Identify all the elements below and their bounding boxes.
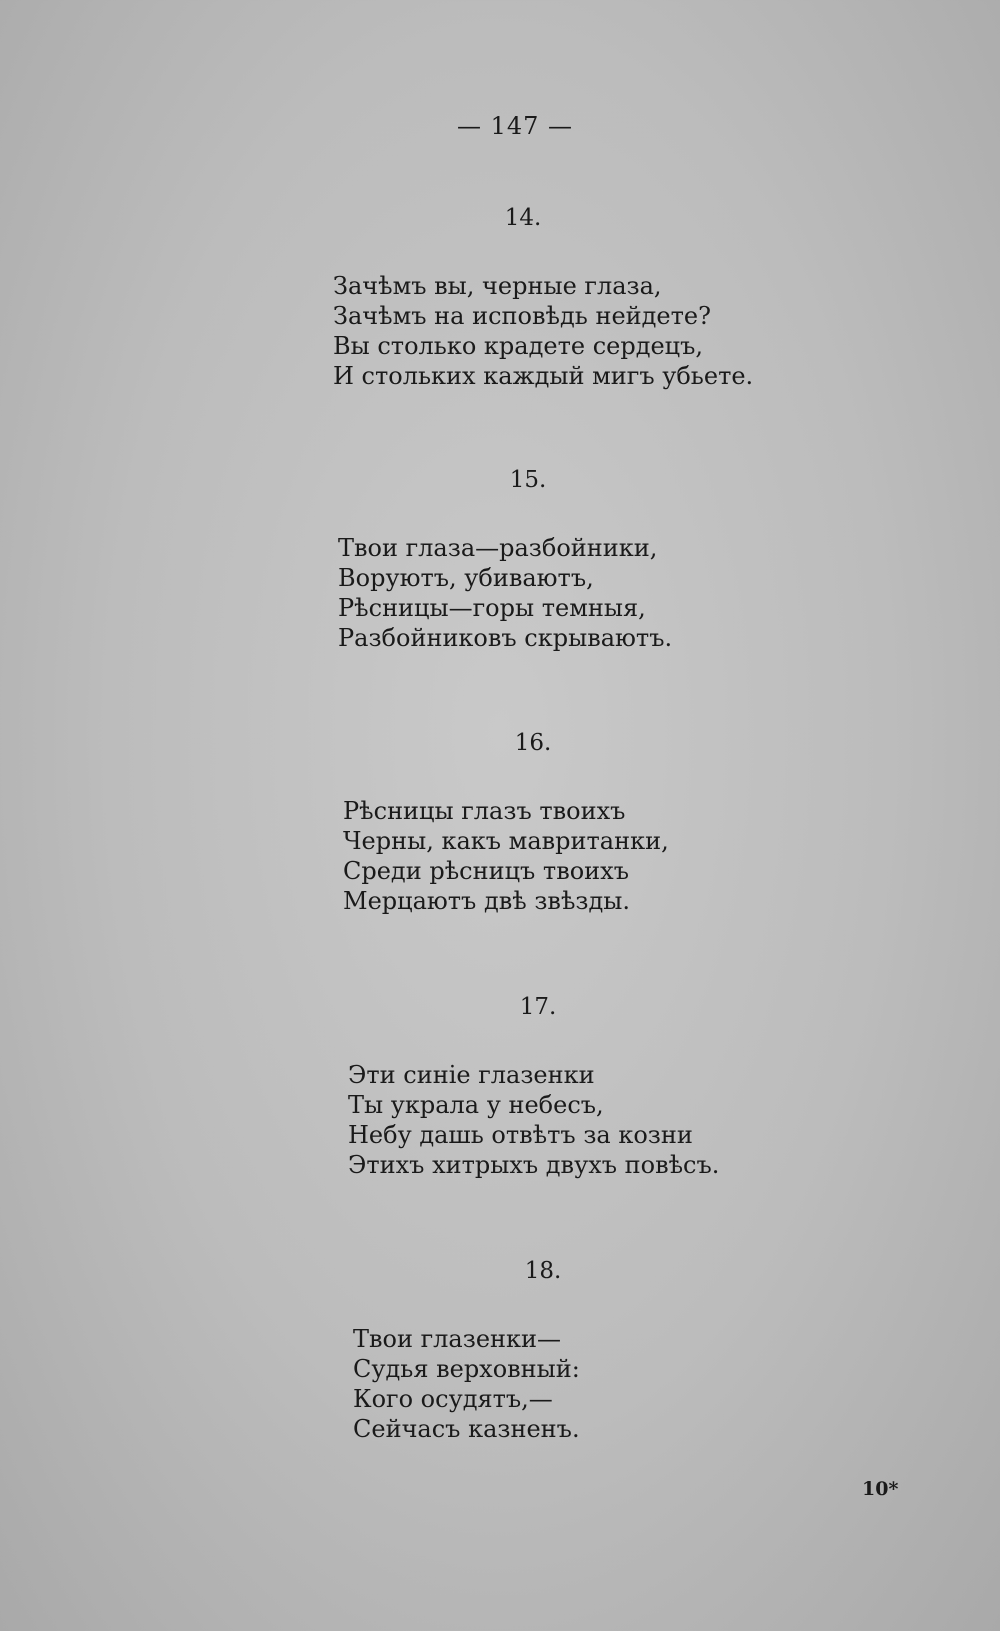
poem-line: И стольких каждый мигъ убьете.	[333, 362, 754, 390]
poem-line: Рѣсницы глазъ твоихъ	[343, 797, 626, 825]
poem-line: Твои глазенки—	[353, 1325, 562, 1353]
poem-line: Кого осудятъ,—	[353, 1385, 553, 1413]
poem-line: Черны, какъ мавританки,	[343, 827, 669, 855]
poem-line: Зачѣмъ на исповѣдь нейдете?	[333, 302, 711, 330]
poem-line: Этихъ хитрыхъ двухъ повѣсъ.	[348, 1151, 720, 1179]
poem-line: Воруютъ, убиваютъ,	[338, 564, 594, 592]
poem-line: Судья верховный:	[353, 1355, 580, 1383]
signature-mark: 10*	[862, 1478, 899, 1500]
poem-16	[343, 730, 863, 916]
poem-line: Небу дашь отвѣтъ за козни	[348, 1121, 693, 1149]
poem-number: 15.	[509, 467, 547, 493]
poem-lines	[353, 1324, 873, 1444]
poem-lines	[348, 1060, 868, 1180]
poem-line: Ты украла у небесъ,	[348, 1091, 604, 1119]
poem-number: 18.	[524, 1258, 562, 1284]
poem-line: Зачѣмъ вы, черные глаза,	[333, 272, 662, 300]
poem-line: Эти синіе глазенки	[348, 1061, 595, 1089]
poem-lines	[333, 271, 853, 391]
poem-lines	[343, 796, 863, 916]
poem-lines	[338, 533, 858, 653]
poem-line: Разбойниковъ скрываютъ.	[338, 624, 673, 652]
poem-line: Среди рѣсницъ твоихъ	[343, 857, 629, 885]
poem-15	[338, 467, 858, 653]
poem-14	[333, 205, 853, 391]
poem-line: Твои глаза—разбойники,	[338, 534, 658, 562]
poem-line: Вы столько крадете сердецъ,	[333, 332, 704, 360]
poem-18	[353, 1258, 873, 1444]
poem-number: 17.	[519, 994, 557, 1020]
poem-number: 14.	[504, 205, 542, 231]
poem-17	[348, 994, 868, 1180]
poem-line: Мерцаютъ двѣ звѣзды.	[343, 887, 631, 915]
page-number: — 147 —	[456, 112, 574, 140]
poem-number: 16.	[514, 730, 552, 756]
poem-line: Рѣсницы—горы темныя,	[338, 594, 646, 622]
poem-line: Сейчасъ казненъ.	[353, 1415, 580, 1443]
